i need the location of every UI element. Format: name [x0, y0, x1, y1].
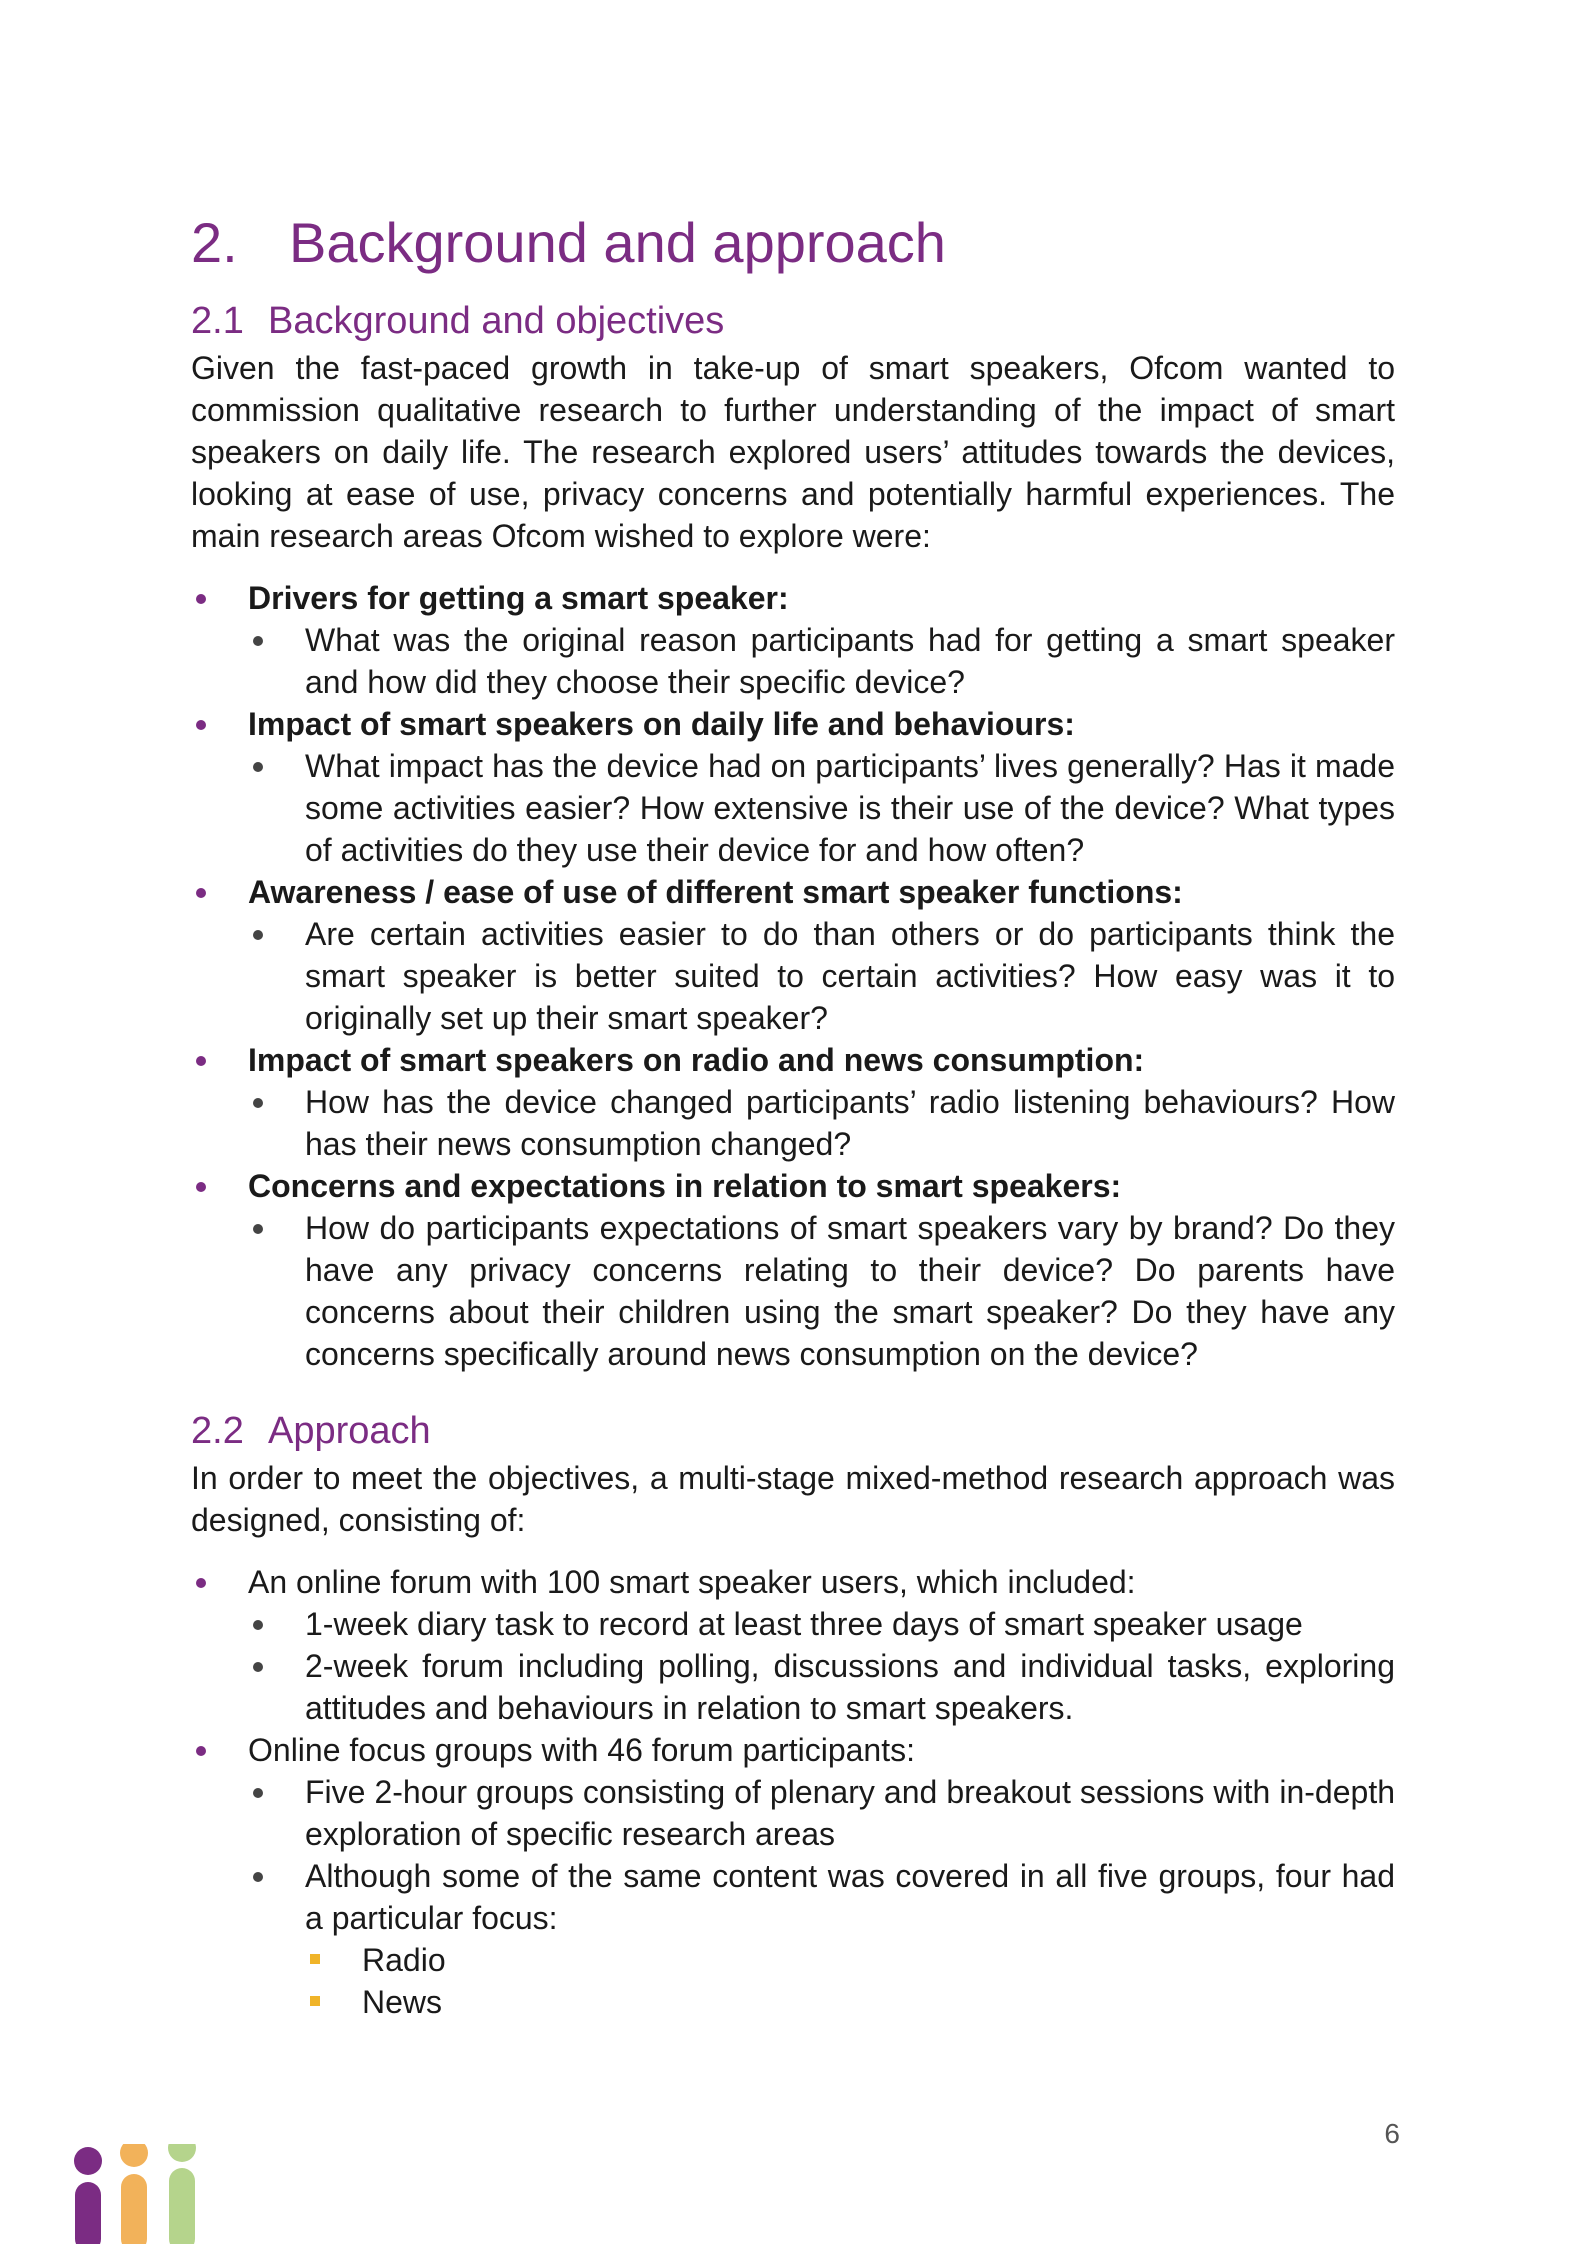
- square-bullet-icon: [305, 1939, 362, 1981]
- list-item: [248, 1603, 1395, 1645]
- sub-list: [248, 1207, 1395, 1375]
- list-item: [248, 1771, 1395, 1855]
- list-item: [191, 1729, 1395, 2023]
- focus-item: Radio: [362, 1942, 446, 1978]
- bullet-icon: [248, 913, 305, 955]
- focus-groups-item: Although some of the same content was covered in all five groups, four had a particular focus:: [305, 1858, 1395, 1936]
- section-title: Background and approach: [289, 211, 946, 274]
- bullet-icon: [191, 1729, 248, 1771]
- focus-groups-label: Online focus groups with 46 forum participants:: [248, 1732, 915, 1768]
- page-content: [191, 205, 1395, 2023]
- bullet-icon: [191, 1561, 248, 1603]
- approach-paragraph: In order to meet the objectives, a multi-stage mixed-method research approach was designed, consisting of:: [191, 1460, 1395, 1538]
- bullet-icon: [191, 871, 248, 913]
- list-item: [248, 745, 1395, 871]
- list-item: [305, 1939, 1395, 1981]
- list-item: [248, 1855, 1395, 2023]
- subsection-title: Background and objectives: [268, 300, 725, 342]
- section-number: 2.: [191, 211, 238, 274]
- focus-list: [305, 1939, 1395, 2023]
- list-item: [191, 871, 1395, 1039]
- list-item: [191, 577, 1395, 703]
- list-item: [191, 1165, 1395, 1375]
- list-item: [248, 1207, 1395, 1375]
- sub-list: [248, 619, 1395, 703]
- list-item: [191, 1039, 1395, 1165]
- list-item: [191, 703, 1395, 871]
- list-item: [248, 619, 1395, 703]
- logo-orange-head: [120, 2144, 148, 2167]
- bullet-icon: [248, 619, 305, 661]
- bullet-icon: [191, 1165, 248, 1207]
- research-areas-list: [191, 577, 1395, 1375]
- forum-label: An online forum with 100 smart speaker users, which included:: [248, 1564, 1136, 1600]
- square-bullet-icon: [305, 1981, 362, 2023]
- bullet-icon: [248, 1855, 305, 1897]
- research-area-detail: What was the original reason participants had for getting a smart speaker and how did they choose their specific device?: [305, 622, 1395, 700]
- bullet-icon: [191, 1039, 248, 1081]
- research-area-title: Concerns and expectations in relation to smart speakers:: [248, 1168, 1122, 1204]
- list-item: [248, 1081, 1395, 1165]
- approach-list: [191, 1561, 1395, 2023]
- page-number: 6: [1384, 2118, 1400, 2149]
- sub-list: [248, 1603, 1395, 1729]
- background-paragraph: Given the fast-paced growth in take-up of smart speakers, Ofcom wanted to commission qualitative research to further understanding of the impact of smart speakers on daily life. The research explored users’ attitudes towards the devices, looking at ease of use, privacy concerns and potentially harmful experiences. The main research areas Ofcom wished to explore were:: [191, 350, 1395, 554]
- research-area-detail: How do participants expectations of smart speakers vary by brand? Do they have any privacy concerns relating to their device? Do parents have concerns about their children using the smart speaker? Do they have any concerns specifically around news consumption on the device?: [305, 1210, 1395, 1372]
- research-area-detail: How has the device changed participants’ radio listening behaviours? How has their news consumption changed?: [305, 1084, 1395, 1162]
- subsection-title: Approach: [268, 1410, 431, 1452]
- research-area-detail: What impact has the device had on participants’ lives generally? Has it made some activities easier? How extensive is their use of the device? What types of activities do they use their device for and how often?: [305, 748, 1395, 868]
- bullet-icon: [248, 745, 305, 787]
- sub-list: [248, 1081, 1395, 1165]
- section-heading: [191, 205, 1395, 281]
- subsection-heading-2-2: [191, 1405, 1395, 1457]
- bullet-icon: [248, 1081, 305, 1123]
- sub-list: [248, 1771, 1395, 2023]
- focus-groups-item: Five 2-hour groups consisting of plenary and breakout sessions with in-depth exploration of specific research areas: [305, 1774, 1395, 1852]
- subsection-number: 2.1: [191, 300, 244, 342]
- research-area-title: Drivers for getting a smart speaker:: [248, 580, 789, 616]
- research-area-detail: Are certain activities easier to do than others or do participants think the smart speaker is better suited to certain activities? How easy was it to originally set up their smart speaker?: [305, 916, 1395, 1036]
- research-area-title: Impact of smart speakers on radio and news consumption:: [248, 1042, 1145, 1078]
- logo-purple-body: [75, 2182, 101, 2244]
- research-area-title: Impact of smart speakers on daily life and behaviours:: [248, 706, 1075, 742]
- bullet-icon: [248, 1207, 305, 1249]
- bullet-icon: [191, 703, 248, 745]
- list-item: [248, 1645, 1395, 1729]
- sub-list: [248, 745, 1395, 871]
- bullet-icon: [248, 1645, 305, 1687]
- logo-purple-head: [74, 2147, 102, 2175]
- list-item: [305, 1981, 1395, 2023]
- ofcom-people-logo: [72, 2144, 212, 2244]
- forum-item: 2-week forum including polling, discussions and individual tasks, exploring attitudes and behaviours in relation to smart speakers.: [305, 1648, 1395, 1726]
- focus-item: News: [362, 1984, 443, 2020]
- list-item: [191, 1561, 1395, 1729]
- subsection-number: 2.2: [191, 1410, 244, 1452]
- sub-list: [248, 913, 1395, 1039]
- bullet-icon: [191, 577, 248, 619]
- logo-orange-body: [121, 2174, 147, 2244]
- subsection-heading-2-1: [191, 295, 1395, 347]
- logo-green-body: [169, 2168, 195, 2244]
- logo-green-head: [168, 2144, 196, 2162]
- bullet-icon: [248, 1603, 305, 1645]
- forum-item: 1-week diary task to record at least three days of smart speaker usage: [305, 1606, 1303, 1642]
- bullet-icon: [248, 1771, 305, 1813]
- list-item: [248, 913, 1395, 1039]
- research-area-title: Awareness / ease of use of different smart speaker functions:: [248, 874, 1183, 910]
